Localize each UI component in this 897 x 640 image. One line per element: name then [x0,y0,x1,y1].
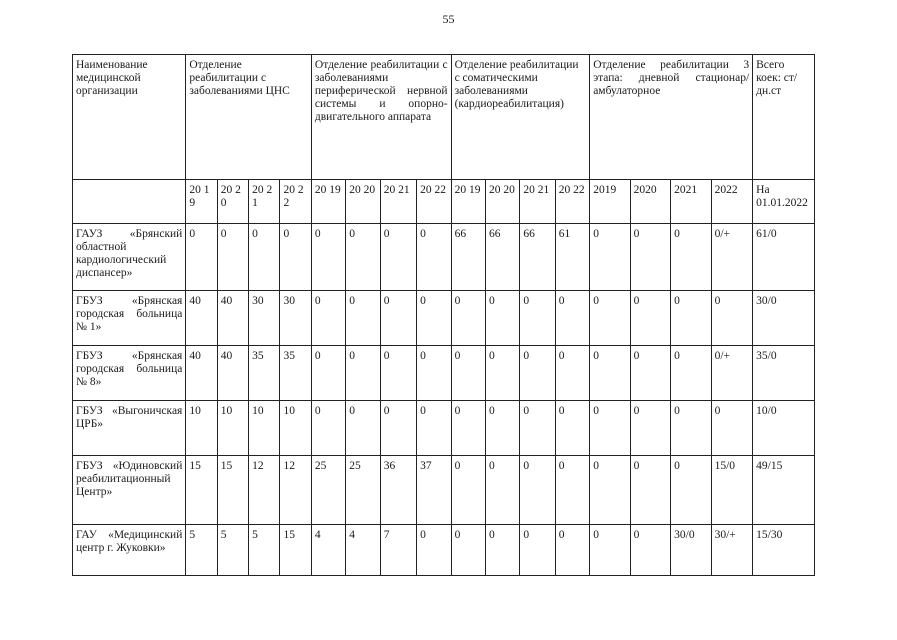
value-cell: 15 [280,525,311,576]
value-cell: 10 [249,401,280,456]
value-cell: 0 [280,224,311,291]
value-cell: 0 [417,291,451,346]
header-total: Всего коек: ст/дн.ст [753,55,815,180]
year-header-cell: 20 21 [249,180,280,224]
year-header-cell: 20 20 [485,180,519,224]
year-header-cell: 20 20 [217,180,248,224]
value-cell: 15 [217,456,248,525]
year-header-cell: 2021 [671,180,711,224]
year-header-cell: 2020 [630,180,670,224]
value-cell: 30/+ [711,525,753,576]
value-cell: 30 [249,291,280,346]
value-cell: 5 [217,525,248,576]
value-cell: 0 [520,456,555,525]
value-cell: 0/+ [711,224,753,291]
value-cell: 12 [249,456,280,525]
table-row [73,224,815,291]
value-cell: 66 [520,224,555,291]
table-row [73,456,815,525]
value-cell: 0 [417,224,451,291]
year-header-total-date: На 01.01.2022 [753,180,815,224]
value-cell: 0 [380,346,416,401]
value-cell: 0 [311,401,345,456]
value-cell: 15 [186,456,217,525]
value-cell: 0 [555,456,589,525]
value-cell: 0 [671,346,711,401]
value-cell: 0 [485,525,519,576]
value-cell: 0 [671,224,711,291]
year-header-cell: 20 19 [186,180,217,224]
value-cell: 15/0 [711,456,753,525]
value-cell: 0 [711,291,753,346]
value-cell: 0 [380,401,416,456]
header-group-cns: Отделение реабилитации с заболеваниями ЦНС [186,55,312,180]
value-cell: 0 [380,291,416,346]
org-name-cell: ГАУЗ «Брянский областной кардиологический диспансер» [73,224,186,291]
total-cell: 61/0 [753,224,815,291]
value-cell: 0 [451,291,485,346]
value-cell: 30 [280,291,311,346]
table-row [73,346,815,401]
value-cell: 0 [630,224,670,291]
value-cell: 40 [186,291,217,346]
year-header-cell: 20 21 [520,180,555,224]
value-cell: 0/+ [711,346,753,401]
value-cell: 0 [555,291,589,346]
value-cell: 0 [485,401,519,456]
header-group-stage3: Отделение реабилитации 3 этапа: дневной стационар/ амбулаторное [590,55,753,180]
value-cell: 0 [520,401,555,456]
value-cell: 36 [380,456,416,525]
value-cell: 35 [249,346,280,401]
org-name-cell: ГБУЗ «Юдиновский реабилитационный Центр» [73,456,186,525]
table-row [73,401,815,456]
value-cell: 30/0 [671,525,711,576]
org-name-cell: ГАУ «Медицинский центр г. Жуковки» [73,525,186,576]
value-cell: 0 [451,456,485,525]
value-cell: 0 [417,525,451,576]
value-cell: 0 [711,401,753,456]
year-header-cell: 20 19 [451,180,485,224]
value-cell: 0 [217,224,248,291]
value-cell: 0 [630,401,670,456]
value-cell: 0 [671,456,711,525]
value-cell: 0 [451,401,485,456]
year-header-cell: 20 22 [555,180,589,224]
value-cell: 0 [417,401,451,456]
table-row [73,291,815,346]
total-cell: 10/0 [753,401,815,456]
value-cell: 40 [217,291,248,346]
org-name-cell: ГБУЗ «Выгоничская ЦРБ» [73,401,186,456]
value-cell: 0 [630,291,670,346]
value-cell: 0 [451,346,485,401]
value-cell: 5 [186,525,217,576]
value-cell: 35 [280,346,311,401]
value-cell: 0 [311,346,345,401]
value-cell: 0 [485,291,519,346]
total-cell: 49/15 [753,456,815,525]
value-cell: 10 [280,401,311,456]
value-cell: 40 [217,346,248,401]
value-cell: 0 [555,346,589,401]
value-cell: 4 [346,525,380,576]
rehab-beds-table [72,54,815,576]
value-cell: 66 [485,224,519,291]
year-header-cell: 20 21 [380,180,416,224]
value-cell: 0 [249,224,280,291]
value-cell: 0 [311,291,345,346]
year-header-cell: 2022 [711,180,753,224]
header-group-peripheral: Отделение реабилитации с заболеваниями периферической нервной системы и опорно-двигательного аппарата [311,55,451,180]
value-cell: 37 [417,456,451,525]
value-cell: 0 [451,525,485,576]
value-cell: 0 [671,401,711,456]
value-cell: 0 [346,291,380,346]
value-cell: 7 [380,525,416,576]
value-cell: 0 [311,224,345,291]
value-cell: 12 [280,456,311,525]
org-name-cell: ГБУЗ «Брянская городская больница № 1» [73,291,186,346]
value-cell: 0 [630,456,670,525]
year-header-cell: 20 22 [417,180,451,224]
header-group-somatic: Отделение реабилитации с соматическими заболеваниями (кардиореабилитация) [451,55,590,180]
value-cell: 10 [186,401,217,456]
value-cell: 0 [630,525,670,576]
value-cell: 66 [451,224,485,291]
value-cell: 0 [485,456,519,525]
org-name-cell: ГБУЗ «Брянская городская больница № 8» [73,346,186,401]
value-cell: 0 [590,224,630,291]
value-cell: 0 [590,456,630,525]
value-cell: 10 [217,401,248,456]
value-cell: 0 [590,525,630,576]
value-cell: 0 [590,401,630,456]
value-cell: 0 [555,525,589,576]
value-cell: 0 [520,291,555,346]
total-cell: 35/0 [753,346,815,401]
value-cell: 0 [417,346,451,401]
value-cell: 0 [555,401,589,456]
value-cell: 0 [590,346,630,401]
value-cell: 0 [520,346,555,401]
value-cell: 0 [520,525,555,576]
header-years-blank [73,180,186,224]
year-header-cell: 20 22 [280,180,311,224]
header-years-row [73,180,815,224]
year-header-cell: 2019 [590,180,630,224]
value-cell: 4 [311,525,345,576]
value-cell: 25 [311,456,345,525]
value-cell: 61 [555,224,589,291]
value-cell: 0 [346,346,380,401]
value-cell: 5 [249,525,280,576]
value-cell: 0 [630,346,670,401]
value-cell: 0 [380,224,416,291]
year-header-cell: 20 19 [311,180,345,224]
value-cell: 0 [346,401,380,456]
value-cell: 0 [671,291,711,346]
total-cell: 15/30 [753,525,815,576]
header-group-row [73,55,815,180]
value-cell: 0 [346,224,380,291]
value-cell: 25 [346,456,380,525]
value-cell: 40 [186,346,217,401]
value-cell: 0 [186,224,217,291]
header-org: Наименование медицинской организации [73,55,186,180]
page-number: 55 [442,12,455,26]
total-cell: 30/0 [753,291,815,346]
value-cell: 0 [485,346,519,401]
value-cell: 0 [590,291,630,346]
table-row [73,525,815,576]
year-header-cell: 20 20 [346,180,380,224]
